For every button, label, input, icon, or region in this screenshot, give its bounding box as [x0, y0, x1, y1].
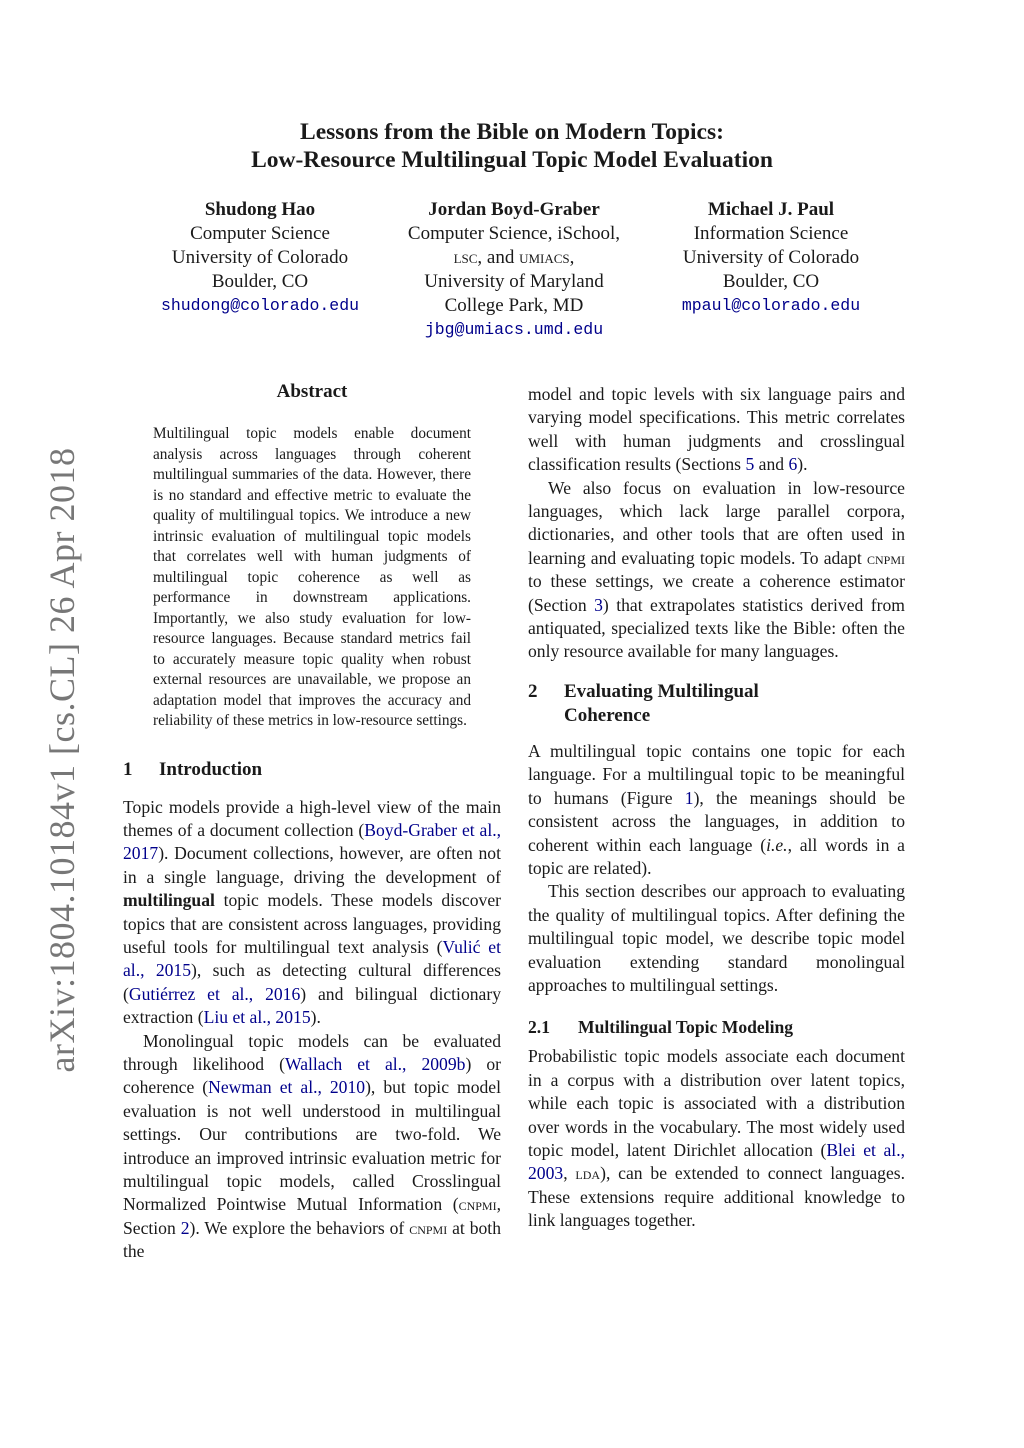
author-block-hao [150, 198, 370, 318]
author-affiliation: University of Colorado [682, 247, 860, 268]
section-ref-link[interactable]: 6 [788, 454, 798, 475]
sec2-paragraph-1: A multilingual topic contains one topic for each language. For a multilingual topic to be meaningful to humans (Figure 1), the meanings should be consistent across the languages, in addition to coherent within each language (i.e., all words in a topic are related). [528, 740, 905, 878]
lda-term: lda [575, 1163, 601, 1184]
section-heading-evaluating [528, 680, 905, 728]
citation-link[interactable]: Vulić et al., 2015 [123, 936, 501, 981]
author-affiliation: Computer Science [190, 223, 330, 244]
author-email[interactable]: mpaul@colorado.edu [681, 296, 861, 315]
intro-paragraph-1: Topic models provide a high-level view of the main themes of a document collection (Boyd-Graber et al., 2017). Document collections, however, are often not in a single language, driving the development of multilingual topic models. These models discover topics that are consistent across languages, providing useful tools for multilingual text analysis (Vulić et al., 2015), such as detecting cultural differences (Gutiérrez et al., 2016) and bilingual dictionary extraction (Liu et al., 2015). [123, 796, 501, 1028]
author-email[interactable]: jbg@umiacs.umd.edu [424, 320, 604, 339]
arxiv-identifier: arXiv:1804.10184v1 [cs.CL] 26 Apr 2018 [42, 447, 82, 1073]
abstract-heading: Abstract [276, 381, 348, 402]
left-column [123, 380, 501, 1264]
author-affiliation: College Park, MD [444, 295, 584, 316]
cnpmi-term: cnpmi [866, 547, 905, 568]
title-line-1: Lessons from the Bible on Modern Topics: [300, 119, 724, 145]
citation-link[interactable]: Wallach et al., 2009b [285, 1053, 466, 1074]
citation-link[interactable]: Blei et al., 2003 [528, 1139, 905, 1184]
author-affiliation: University of Colorado [171, 247, 349, 268]
intro-paragraph-4: We also focus on evaluation in low-resource languages, which lack large parallel corpora, dictionaries, and other tools that are often used in learning and evaluating topic models. To adapt cnpmi to these settings, we create a coherence estimator (Section 3) that extrapolates statistics derived from antiquated, specialized texts like the Bible: often the only resource available for many languages. [528, 477, 905, 662]
citation-link[interactable]: Boyd-Graber et al., 2017 [123, 819, 501, 864]
section-heading-introduction [123, 758, 501, 782]
section-ref-link[interactable]: 2 [180, 1217, 190, 1238]
section-ref-link[interactable]: 5 [745, 454, 755, 475]
subsection-heading-multilingual-topic-modeling [528, 1015, 905, 1039]
author-affiliation: Information Science [693, 223, 849, 244]
citation-link[interactable]: Newman et al., 2010 [208, 1077, 366, 1098]
ie-abbrev: i.e. [766, 834, 788, 855]
author-affiliation: Boulder, CO [211, 271, 309, 292]
author-name: Shudong Hao [204, 199, 316, 220]
cnpmi-term: cnpmi [458, 1194, 497, 1215]
author-affiliation: University of Maryland [424, 271, 604, 292]
cnpmi-term: cnpmi [409, 1217, 448, 1238]
title-line-2: Low-Resource Multilingual Topic Model Evaluation [251, 147, 773, 173]
author-block-boyd-graber [385, 198, 643, 342]
author-name: Michael J. Paul [707, 199, 835, 220]
intro-paragraph-3: model and topic levels with six language pairs and varying model specifications. This metric correlates well with human judgments and crosslingual classification results (Sections 5 and 6). [528, 384, 905, 475]
section-number: 2 [528, 680, 538, 702]
subsection-number: 2.1 [528, 1017, 550, 1038]
paper-title [0, 118, 1024, 174]
section-title: Evaluating Multilingual Coherence [564, 680, 759, 726]
author-affiliation: Computer Science, iSchool, [407, 223, 621, 244]
sec2-paragraph-2: This section describes our approach to evaluating the quality of multilingual topics. After defining the multilingual topic model, we describe topic model evaluation extending standard monolingual approaches to multilingual settings. [528, 881, 905, 995]
affil-and: , and [477, 247, 520, 268]
author-block-paul [660, 198, 882, 318]
author-affiliation [385, 246, 643, 270]
emphasis-multilingual: multilingual [123, 890, 215, 911]
citation-link[interactable]: Liu et al., 2015 [203, 1007, 311, 1028]
citation-link[interactable]: Gutiérrez et al., 2016 [128, 983, 301, 1004]
author-affiliation: Boulder, CO [722, 271, 820, 292]
intro-paragraph-2: Monolingual topic models can be evaluated through likelihood (Wallach et al., 2009b) or coherence (Newman et al., 2010), but topic model evaluation is not well understood in multilingual settings. Our contributions are two-fold. We introduce an improved intrinsic evaluation metric for multilingual topic models, called Crosslingual Normalized Pointwise Mutual Information (cnpmi, Section 2). We explore the behaviors of cnpmi at both the [123, 1030, 501, 1262]
section-title: Introduction [159, 758, 263, 780]
author-name: Jordan Boyd-Graber [428, 199, 600, 220]
abstract-text: Multilingual topic models enable document analysis across languages through coherent multilingual summaries of the data. However, there is no standard and effective metric to evaluate the quality of multilingual topics. We introduce a new intrinsic evaluation of multilingual topic models that correlates well with human judgments of multilingual topic coherence as well as performance in downstream applications. Importantly, we also study evaluation for low-resource languages. Because standard metrics fail to accurately measure topic quality when robust external resources are unavailable, we propose an adaptation model that improves the accuracy and reliability of these metrics in low-resource settings. [153, 425, 471, 729]
section-ref-link[interactable]: 3 [594, 594, 603, 615]
subsection-title: Multilingual Topic Modeling [578, 1017, 794, 1038]
section-number: 1 [123, 758, 133, 780]
affil-comma: , [569, 247, 575, 268]
figure-ref-link[interactable]: 1 [684, 787, 694, 808]
lsc-abbrev: lsc [453, 247, 478, 268]
right-column [528, 383, 905, 1233]
author-email[interactable]: shudong@colorado.edu [160, 296, 360, 315]
umiacs-abbrev: umiacs [519, 247, 570, 268]
sec21-paragraph-1: Probabilistic topic models associate each document in a corpus with a distribution over latent topics, while each topic is associated with a distribution over words in the vocabulary. The most widely used topic model, latent Dirichlet allocation (Blei et al., 2003, lda), can be extended to connect languages. These extensions require additional knowledge to link languages together. [528, 1046, 906, 1231]
